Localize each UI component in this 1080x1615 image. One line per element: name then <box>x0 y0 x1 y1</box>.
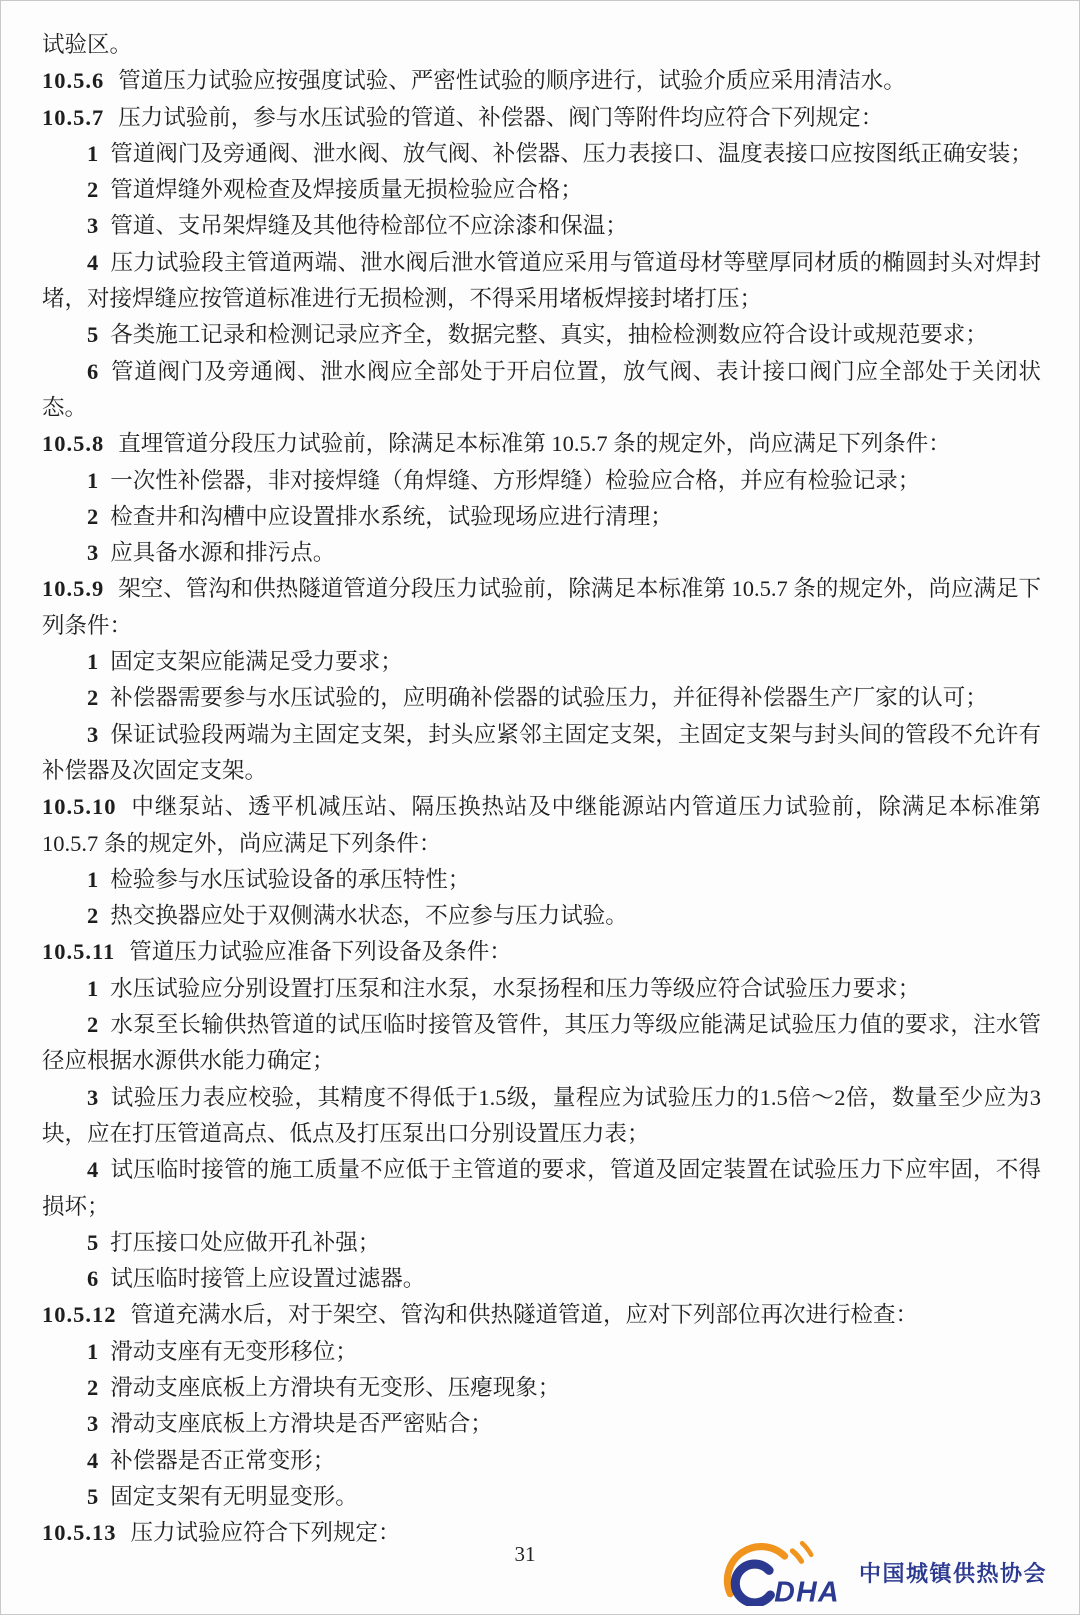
clause-number: 10.5.11 <box>42 939 116 965</box>
list-item-paragraph <box>42 898 1041 934</box>
page-footer <box>1 1522 1079 1614</box>
item-number: 1 <box>87 467 99 493</box>
item-number: 2 <box>87 1012 99 1038</box>
paragraph-text: 滑动支座底板上方滑块有无变形、压瘪现象； <box>110 1374 561 1400</box>
paragraph-text: 应具备水源和排污点。 <box>110 540 336 566</box>
paragraph-text: 管道压力试验应准备下列设备及条件： <box>129 939 512 965</box>
item-number: 1 <box>87 140 99 166</box>
item-number: 1 <box>87 866 99 892</box>
logo-abbr-text: DHA <box>774 1576 840 1606</box>
paragraph-text: 一次性补偿器，非对接焊缝（角焊缝、方形焊缝）检验应合格，并应有检验记录； <box>110 467 921 493</box>
item-number: 2 <box>87 903 99 929</box>
item-number: 2 <box>87 1374 99 1400</box>
paragraph-text: 检验参与水压试验设备的承压特性； <box>110 866 471 892</box>
item-number: 3 <box>87 721 99 747</box>
item-number: 1 <box>87 649 99 675</box>
paragraph-text: 压力试验段主管道两端、泄水阀后泄水管道应采用与管道母材等壁厚同材质的椭圆封头对焊封堵，对接焊缝应按管道标准进行无损检测，不得采用堵板焊接封堵打压； <box>42 249 1041 312</box>
list-item-paragraph <box>42 644 1041 680</box>
item-number: 5 <box>87 1483 99 1509</box>
clause-number: 10.5.7 <box>42 104 105 130</box>
paragraph-text: 试验压力表应校验，其精度不得低于1.5级，量程应为试验压力的1.5倍～2倍，数量至少应为3块，应在打压管道高点、低点及打压泵出口分别设置压力表； <box>42 1084 1041 1146</box>
item-number: 1 <box>87 1338 99 1364</box>
list-item-paragraph <box>42 136 1041 172</box>
item-number: 3 <box>87 213 99 239</box>
clause-paragraph <box>42 426 1041 462</box>
paragraph-text: 管道充满水后，对于架空、管沟和供热隧道管道，应对下列部位再次进行检查： <box>130 1302 919 1328</box>
paragraph-text: 检查井和沟槽中应设置排水系统，试验现场应进行清理； <box>110 503 673 529</box>
paragraph-text: 中继泵站、透平机减压站、隔压换热站及中继能源站内管道压力试验前，除满足本标准第 10.5.7 条的规定外，尚应满足下列条件： <box>42 794 1041 856</box>
page-number: 31 <box>514 1542 536 1566</box>
paragraph-text: 补偿器是否正常变形； <box>110 1447 336 1473</box>
clause-paragraph <box>42 1297 1041 1333</box>
list-item-paragraph <box>42 1007 1041 1080</box>
paragraph-text: 热交换器应处于双侧满水状态，不应参与压力试验。 <box>110 903 628 929</box>
paragraph-text: 管道、支吊架焊缝及其他待检部位不应涂漆和保温； <box>110 213 628 239</box>
item-number: 2 <box>87 685 99 711</box>
paragraph-text: 打压接口处应做开孔补强； <box>110 1229 381 1255</box>
list-item-paragraph <box>42 1443 1041 1479</box>
item-number: 6 <box>87 358 99 384</box>
clause-number: 10.5.8 <box>42 431 105 457</box>
paragraph-text: 管道焊缝外观检查及焊接质量无损检验应合格； <box>110 177 583 203</box>
clause-paragraph <box>42 934 1041 970</box>
cdha-logo <box>719 1538 1047 1606</box>
list-item-paragraph <box>42 499 1041 535</box>
list-item-paragraph <box>42 1080 1041 1153</box>
clause-paragraph <box>42 571 1041 644</box>
paragraph-text: 管道压力试验应按强度试验、严密性试验的顺序进行，试验介质应采用清洁水。 <box>118 68 906 94</box>
paragraph-text: 试验区。 <box>42 32 133 57</box>
paragraph-text: 各类施工记录和检测记录应齐全，数据完整、真实，抽检检测数应符合设计或规范要求； <box>110 322 988 348</box>
continuation-paragraph <box>42 27 1041 63</box>
cdha-logo-mark-icon <box>719 1538 847 1606</box>
list-item-paragraph <box>42 535 1041 571</box>
item-number: 4 <box>87 1157 99 1183</box>
item-number: 3 <box>87 1411 99 1437</box>
item-number: 2 <box>87 177 99 203</box>
paragraph-text: 压力试验应符合下列规定： <box>130 1520 401 1546</box>
list-item-paragraph <box>42 354 1041 427</box>
item-number: 5 <box>87 322 99 348</box>
paragraph-text: 水泵至长输供热管道的试压临时接管及管件，其压力等级应能满足试验压力值的要求，注水管径应根据水源供水能力确定； <box>42 1012 1041 1074</box>
item-number: 6 <box>87 1266 99 1292</box>
list-item-paragraph <box>42 971 1041 1007</box>
list-item-paragraph <box>42 1334 1041 1370</box>
paragraph-text: 试压临时接管上应设置过滤器。 <box>110 1266 426 1292</box>
list-item-paragraph <box>42 245 1041 318</box>
clause-number: 10.5.9 <box>42 576 105 602</box>
list-item-paragraph <box>42 1406 1041 1442</box>
item-number: 4 <box>87 1447 99 1473</box>
list-item-paragraph <box>42 172 1041 208</box>
list-item-paragraph <box>42 680 1041 716</box>
paragraph-text: 水压试验应分别设置打压泵和注水泵，水泵扬程和压力等级应符合试验压力要求； <box>110 975 921 1001</box>
paragraph-text: 架空、管沟和供热隧道管道分段压力试验前，除满足本标准第 10.5.7 条的规定外，尚应满足下列条件： <box>42 576 1041 638</box>
clause-paragraph <box>42 100 1041 136</box>
item-number: 3 <box>87 540 99 566</box>
logo-blue-crescent-icon <box>735 1564 770 1603</box>
logo-orange-tick-icon <box>792 1551 801 1561</box>
paragraph-text: 滑动支座有无变形移位； <box>110 1338 358 1364</box>
clause-number: 10.5.12 <box>42 1302 117 1328</box>
logo-orange-tick-icon <box>802 1543 811 1555</box>
clause-number: 10.5.13 <box>42 1520 117 1546</box>
paragraph-text: 管道阀门及旁通阀、泄水阀应全部处于开启位置，放气阀、表计接口阀门应全部处于关闭状态。 <box>42 358 1041 420</box>
list-item-paragraph <box>42 1370 1041 1406</box>
paragraph-text: 管道阀门及旁通阀、泄水阀、放气阀、补偿器、压力表接口、温度表接口应按图纸正确安装； <box>110 140 1033 166</box>
clause-paragraph <box>42 63 1041 99</box>
list-item-paragraph <box>42 463 1041 499</box>
list-item-paragraph <box>42 208 1041 244</box>
paragraph-text: 试压临时接管的施工质量不应低于主管道的要求，管道及固定装置在试验压力下应牢固，不得损坏； <box>42 1157 1041 1219</box>
item-number: 3 <box>87 1084 99 1110</box>
document-body <box>42 27 1041 1551</box>
list-item-paragraph <box>42 1225 1041 1261</box>
list-item-paragraph <box>42 717 1041 790</box>
paragraph-text: 滑动支座底板上方滑块是否严密贴合； <box>110 1411 493 1437</box>
paragraph-text: 保证试验段两端为主固定支架，封头应紧邻主固定支架，主固定支架与封头间的管段不允许有补偿器及次固定支架。 <box>42 721 1041 783</box>
item-number: 2 <box>87 503 99 529</box>
item-number: 4 <box>87 249 99 275</box>
paragraph-text: 固定支架有无明显变形。 <box>110 1483 358 1509</box>
logo-association-name: 中国城镇供热协会 <box>858 1560 1047 1586</box>
item-number: 5 <box>87 1229 99 1255</box>
list-item-paragraph <box>42 317 1041 353</box>
list-item-paragraph <box>42 1261 1041 1297</box>
item-number: 1 <box>87 975 99 1001</box>
paragraph-text: 补偿器需要参与水压试验的，应明确补偿器的试验压力，并征得补偿器生产厂家的认可； <box>110 685 988 711</box>
list-item-paragraph <box>42 1152 1041 1225</box>
clause-paragraph <box>42 789 1041 862</box>
list-item-paragraph <box>42 1479 1041 1515</box>
paragraph-text: 直埋管道分段压力试验前，除满足本标准第 10.5.7 条的规定外，尚应满足下列条件： <box>118 431 951 457</box>
paragraph-text: 固定支架应能满足受力要求； <box>110 649 403 675</box>
clause-number: 10.5.10 <box>42 794 117 820</box>
paragraph-text: 压力试验前，参与水压试验的管道、补偿器、阀门等附件均应符合下列规定： <box>118 104 884 130</box>
clause-number: 10.5.6 <box>42 68 105 94</box>
list-item-paragraph <box>42 862 1041 898</box>
